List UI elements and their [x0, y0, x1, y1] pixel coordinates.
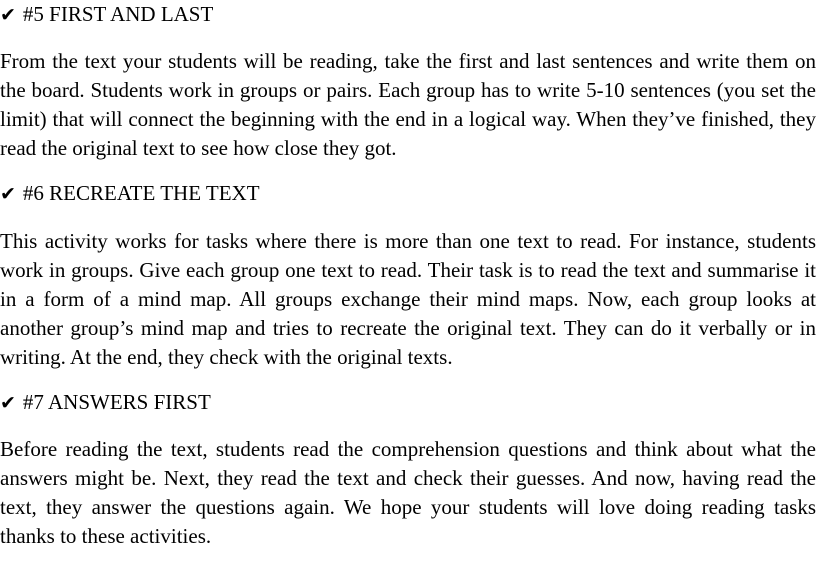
checkmark-icon: ✔ [0, 183, 16, 205]
section-body-recreate-the-text: This activity works for tasks where there is more than one text to read. For instance, students work in groups. Give each group one text to read. Their task is to read the text and summarise it in a form of a mind map. All groups exchange their mind maps. Now, each group looks at another group’s mind map and tries to recreate the original text. They can do it verbally or in writing. At the end, they check with the original texts. [0, 229, 816, 369]
section-heading-answers-first [0, 388, 211, 418]
section-body-first-and-last: From the text your students will be reading, take the first and last sentences and write them on the board. Students work in groups or pairs. Each group has to write 5-10 sentences (you set the limit) that will connect the beginning with the end in a logical way. When they’ve finished, they read the original text to see how close they got. [0, 49, 816, 160]
checkmark-icon: ✔ [0, 392, 16, 414]
section-heading-recreate-the-text [0, 179, 260, 209]
heading-text: #5 FIRST AND LAST [22, 2, 214, 26]
heading-text: #7 ANSWERS FIRST [22, 390, 211, 414]
checkmark-icon: ✔ [0, 4, 16, 26]
section-heading-first-and-last [0, 0, 213, 30]
section-body-answers-first: Before reading the text, students read the comprehension questions and think about what the answers might be. Next, they read the text and check their guesses. And now, having read the text, they answer the questions again. We hope your students will love doing reading tasks thanks to these activities. [0, 437, 816, 548]
heading-text: #6 RECREATE THE TEXT [22, 181, 260, 205]
